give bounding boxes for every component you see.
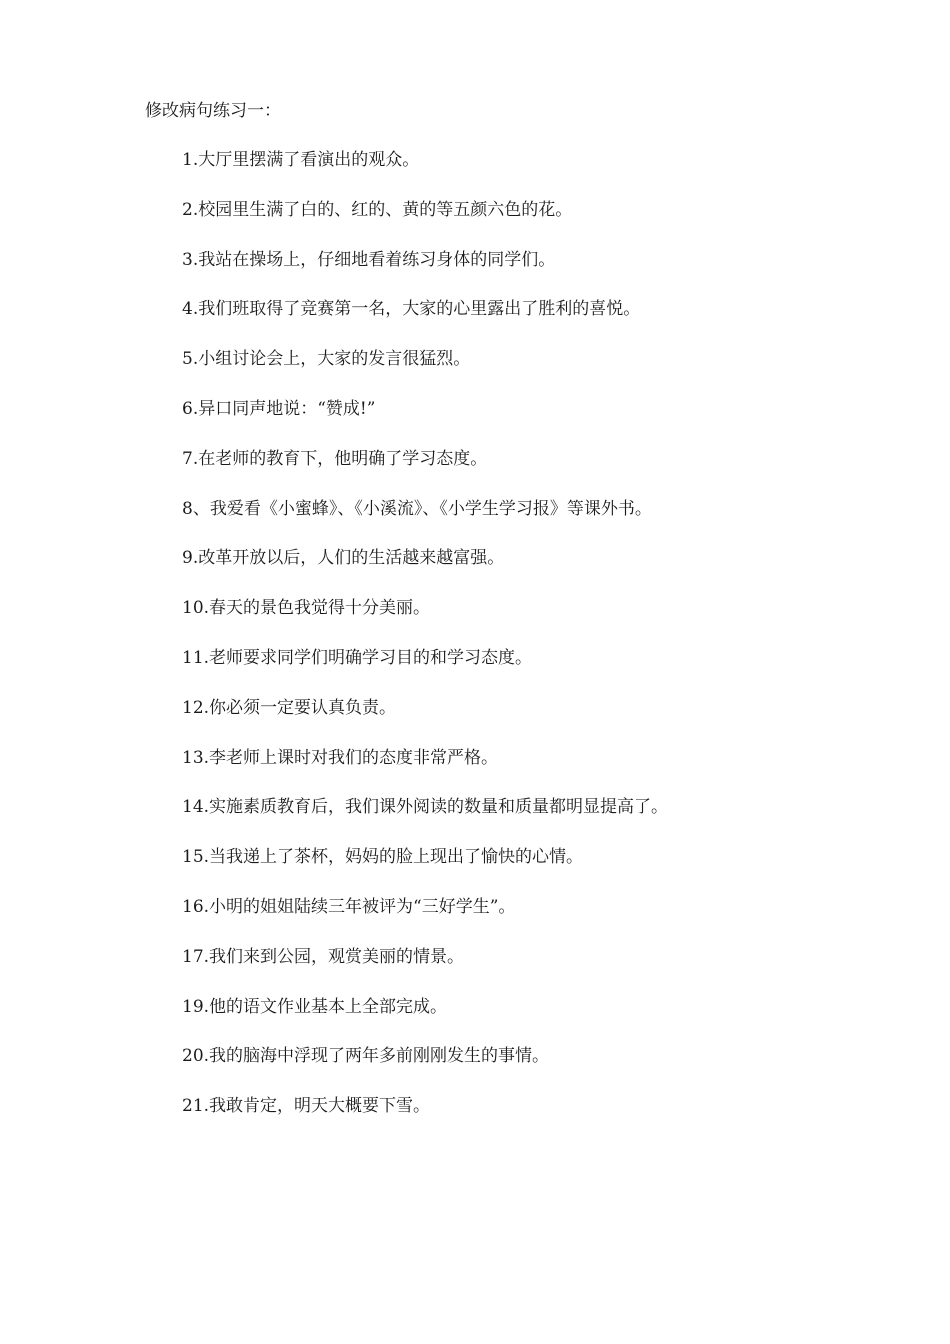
exercise-item-9: 9.改革开放以后，人们的生活越来越富强。 [182, 548, 505, 569]
exercise-item-14: 14.实施素质教育后，我们课外阅读的数量和质量都明显提高了。 [182, 797, 669, 818]
exercise-item-19: 19.他的语文作业基本上全部完成。 [182, 996, 448, 1017]
document-title: 修改病句练习一： [145, 101, 281, 121]
exercise-item-8: 8、我爱看《小蜜蜂》、《小溪流》、《小学生学习报》等课外书。 [182, 498, 652, 519]
exercise-item-10: 10.春天的景色我觉得十分美丽。 [182, 598, 431, 619]
exercise-item-21: 21.我敢肯定，明天大概要下雪。 [182, 1096, 431, 1117]
exercise-item-3: 3.我站在操场上，仔细地看着练习身体的同学们。 [182, 249, 556, 270]
exercise-item-11: 11.老师要求同学们明确学习目的和学习态度。 [182, 647, 533, 668]
exercise-item-13: 13.李老师上课时对我们的态度非常严格。 [182, 747, 499, 768]
exercise-item-17: 17.我们来到公园，观赏美丽的情景。 [182, 946, 465, 967]
exercise-item-2: 2.校园里生满了白的、红的、黄的等五颜六色的花。 [182, 199, 573, 220]
exercise-item-5: 5.小组讨论会上，大家的发言很猛烈。 [182, 349, 471, 370]
exercise-item-20: 20.我的脑海中浮现了两年多前刚刚发生的事情。 [182, 1046, 550, 1067]
exercise-item-6: 6.异口同声地说：“赞成!” [182, 398, 376, 419]
exercise-item-15: 15.当我递上了茶杯，妈妈的脸上现出了愉快的心情。 [182, 847, 584, 868]
exercise-item-12: 12.你必须一定要认真负责。 [182, 697, 397, 718]
exercise-item-4: 4.我们班取得了竞赛第一名，大家的心里露出了胜利的喜悦。 [182, 299, 641, 320]
exercise-item-1: 1.大厅里摆满了看演出的观众。 [182, 150, 420, 170]
exercise-item-7: 7.在老师的教育下，他明确了学习态度。 [182, 448, 488, 469]
exercise-item-16: 16.小明的姐姐陆续三年被评为“三好学生”。 [182, 896, 516, 917]
exercise-list [182, 148, 668, 1144]
